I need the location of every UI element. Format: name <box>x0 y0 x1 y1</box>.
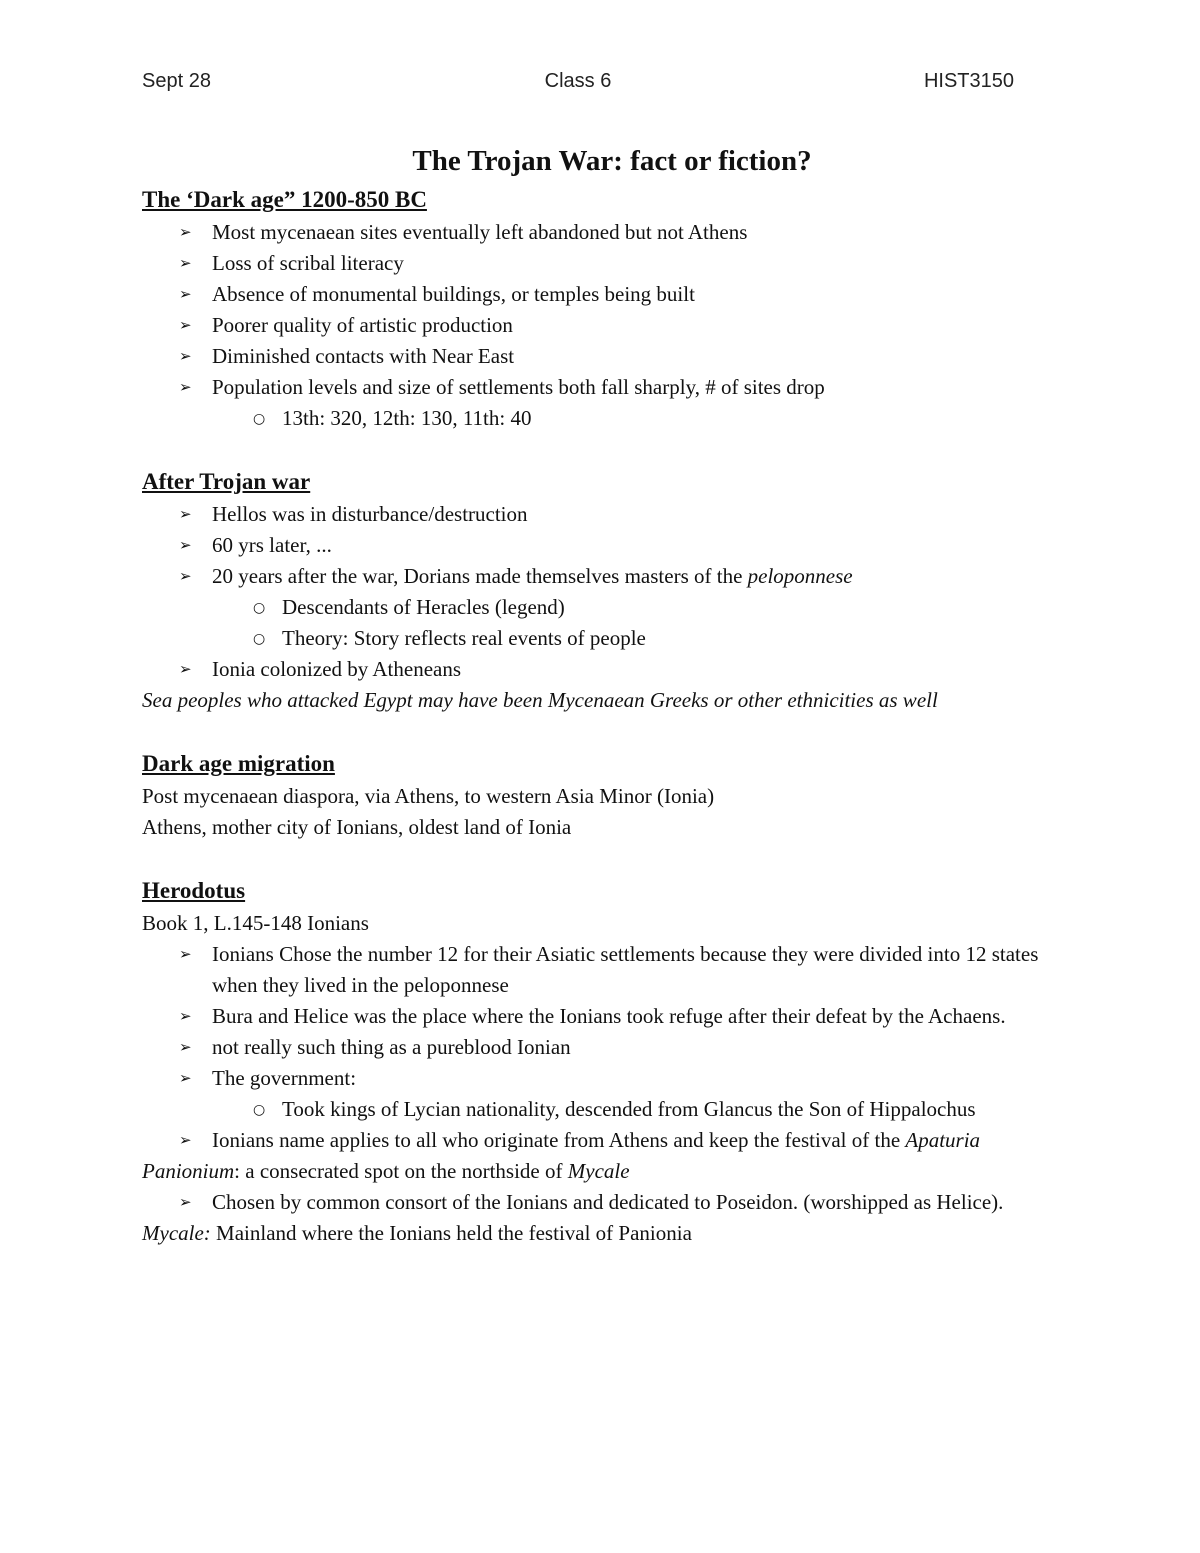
page-header <box>142 70 1014 98</box>
list-item: ➢ Ionia colonized by Atheneans <box>142 654 1062 685</box>
panionium-definition: Panionium: a consecrated spot on the northside of Mycale <box>142 1159 630 1183</box>
circle-bullet-icon: ○ <box>253 631 266 647</box>
list-item: ➢ Population levels and size of settlements both fall sharply, # of sites drop ○ 13th: 320, 12th: 130, 11th: 40 <box>142 372 1062 434</box>
herodotus-list <box>142 939 1062 1156</box>
sublist-item: ○ Took kings of Lycian nationality, descended from Glancus the Son of Hippalochus <box>212 1094 1062 1125</box>
arrow-bullet-icon: ➢ <box>179 505 192 523</box>
section-heading-dark-age-migration: Dark age migration <box>142 751 335 776</box>
sublist-item: ○ 13th: 320, 12th: 130, 11th: 40 <box>212 403 1062 434</box>
site-count-sublist <box>212 403 1062 434</box>
header-class: Class 6 <box>544 70 612 92</box>
mycale-definition: Mycale: Mainland where the Ionians held the festival of Panionia <box>142 1221 692 1245</box>
list-item: ➢ Absence of monumental buildings, or temples being built <box>142 279 1062 310</box>
list-item: ➢ Ionians name applies to all who originate from Athens and keep the festival of the Apaturia <box>142 1125 1062 1156</box>
panionium-list <box>142 1187 1062 1218</box>
list-item: ➢ 20 years after the war, Dorians made themselves masters of the peloponnese ○ Descendants of Heracles (legend) ○ Theory: Story reflects real events of people <box>142 561 1062 654</box>
sublist-item: ○ Descendants of Heracles (legend) <box>212 592 1062 623</box>
arrow-bullet-icon: ➢ <box>179 316 192 334</box>
arrow-bullet-icon: ➢ <box>179 285 192 303</box>
herodotus-intro: Book 1, L.145-148 Ionians <box>142 911 369 935</box>
government-sublist <box>212 1094 1062 1125</box>
section-heading-herodotus: Herodotus <box>142 878 246 903</box>
arrow-bullet-icon: ➢ <box>179 1131 192 1149</box>
arrow-bullet-icon: ➢ <box>179 945 192 963</box>
migration-line: Athens, mother city of Ionians, oldest land of Ionia <box>142 815 572 839</box>
arrow-bullet-icon: ➢ <box>179 1193 192 1211</box>
list-item: ➢ Poorer quality of artistic production <box>142 310 1062 341</box>
arrow-bullet-icon: ➢ <box>179 223 192 241</box>
list-item: ➢ Most mycenaean sites eventually left abandoned but not Athens <box>142 217 1062 248</box>
section-heading-dark-age: The ‘Dark age” 1200-850 BC <box>142 187 427 212</box>
arrow-bullet-icon: ➢ <box>179 254 192 272</box>
spacer <box>142 716 1062 747</box>
arrow-bullet-icon: ➢ <box>179 660 192 678</box>
list-item: ➢ Ionians Chose the number 12 for their Asiatic settlements because they were divided into 12 states when they lived in the peloponnese <box>142 939 1062 1001</box>
list-item: ➢ Bura and Helice was the place where the Ionians took refuge after their defeat by the Achaens. <box>142 1001 1062 1032</box>
list-item: ➢ Diminished contacts with Near East <box>142 341 1062 372</box>
arrow-bullet-icon: ➢ <box>179 1007 192 1025</box>
arrow-bullet-icon: ➢ <box>179 1038 192 1056</box>
spacer <box>142 434 1062 465</box>
dorians-sublist <box>212 592 1062 654</box>
after-war-list <box>142 499 1062 685</box>
section-heading-after-trojan-war: After Trojan war <box>142 469 311 494</box>
sublist-item: ○ Theory: Story reflects real events of people <box>212 623 1062 654</box>
circle-bullet-icon: ○ <box>253 411 266 427</box>
arrow-bullet-icon: ➢ <box>179 536 192 554</box>
migration-line: Post mycenaean diaspora, via Athens, to western Asia Minor (Ionia) <box>142 784 715 808</box>
list-item: ➢ Loss of scribal literacy <box>142 248 1062 279</box>
spacer <box>142 843 1062 874</box>
list-item: ➢ Hellos was in disturbance/destruction <box>142 499 1062 530</box>
document-title: The Trojan War: fact or fiction? <box>412 145 812 177</box>
arrow-bullet-icon: ➢ <box>179 347 192 365</box>
header-course: HIST3150 <box>923 70 1014 92</box>
list-item: ➢ not really such thing as a pureblood Ionian <box>142 1032 1062 1063</box>
circle-bullet-icon: ○ <box>253 600 266 616</box>
arrow-bullet-icon: ➢ <box>179 378 192 396</box>
header-date: Sept 28 <box>142 70 211 92</box>
list-item: ➢ The government: ○ Took kings of Lycian nationality, descended from Glancus the Son of Hippalochus <box>142 1063 1062 1125</box>
document-body <box>142 139 1062 1249</box>
arrow-bullet-icon: ➢ <box>179 1069 192 1087</box>
arrow-bullet-icon: ➢ <box>179 567 192 585</box>
dark-age-list <box>142 217 1062 434</box>
list-item: ➢ Chosen by common consort of the Ionians and dedicated to Poseidon. (worshipped as Helice). <box>142 1187 1062 1218</box>
list-item: ➢ 60 yrs later, ... <box>142 530 1062 561</box>
circle-bullet-icon: ○ <box>253 1102 266 1118</box>
sea-peoples-note: Sea peoples who attacked Egypt may have been Mycenaean Greeks or other ethnicities as well <box>142 688 938 712</box>
